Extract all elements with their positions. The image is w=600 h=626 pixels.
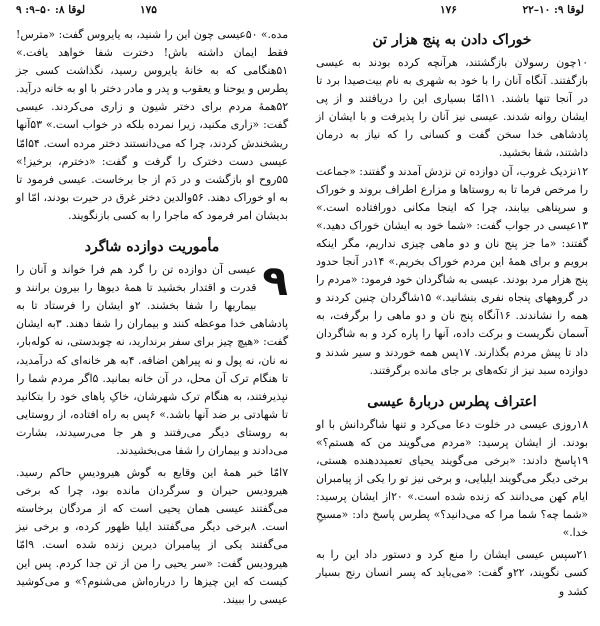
heading-feeding-five-thousand: خوراک دادن به پنج هزار تن	[372, 32, 532, 48]
paragraph-feeding: ۱۲نزدیک غروب، آن دوازده تن نزدش آمدند و گفتند: «جماعت را مرخص فرما تا به روستاها و مزارع اطراف بروند و خوراک و سرپناهی بیابند، چرا که اینجا مکانی دورافتاده است.» ۱۳عیسی در جواب گفت: «شما خود به ایشان خوراک دهید.» گفتند: «ما جز پنج نان و دو ماهی چیزی نداریم، مگر اینکه برویم و برای همهٔ این مردم خوراک بخریم.» ۱۴در آنجا حدود پنج هزار مرد بودند. عیسی به شاگردان خود فرمود: «مردم را در گروههای پنجاه نفری بنشانید.» ۱۵شاگردان چنین کردند و همه را نشاندند. ۱۶آنگاه پنج نان و دو ماهی را برگرفت، به آسمان نگریست و برکت داده، آنها را پاره کرد و به شاگردان داد تا پیش مردم بگذارند. ۱۷پس همه خوردند و سیر شدند و دوازده سبد نیز از تکه‌های بر جای مانده برگرفتند.	[316, 164, 589, 377]
paragraph-prediction: ۲۱سپس عیسی ایشان را منع کرد و دستور داد این را به کسی نگویند، ۲۲و گفت: «می‌باید که پسر انسان رنج بسیار کشد و	[316, 548, 588, 598]
left-page-reference: لوقا ۸: ۵۰–۹: ۹	[16, 4, 86, 16]
heading-peter-confession: اعتراف پطرس دربارهٔ عیسی	[367, 393, 537, 410]
heading-mission-twelve: مأموریت دوازده شاگرد	[84, 239, 220, 256]
paragraph-confession: ۱۸روزی عیسی در خلوت دعا می‌کرد و تنها شاگردانش با او بودند. از ایشان پرسید: «مردم می‌گویند من که هستم؟» ۱۹پاسخ دادند: «برخی می‌گویند یحیای تعمیددهنده هستی، برخی دیگر می‌گویند ایلیایی، و برخی نیز تو را یکی از پیامبران ایام کهن می‌دانند که زنده شده است.» ۲۰از ایشان پرسید: «شما چه؟ شما مرا که می‌دانید؟» پطرس پاسخ داد: «مسیحِ خدا.»	[316, 417, 588, 540]
right-column	[316, 26, 588, 601]
paragraph-herod: ۷امّا خبر همهٔ این وقایع به گوش هیرودیسِ حاکم رسید. هیرودیس حیران و سرگردان مانده بود، چرا که برخی می‌گفتند عیسی همان یحیی است که از مردگان برخاسته است. ۸برخی دیگر می‌گفتند ایلیا ظهور کرده، و برخی نیز می‌گفتند یکی از پیامبران دیرین زنده شده است. ۹امّا هیرودیس گفت: «سر یحیی را من از تن جدا کردم. پس این کیست که این چیزها را درباره‌اش می‌شنوم؟» و می‌کوشید عیسی را ببیند.	[16, 466, 288, 606]
left-page-number: ۱۷۵	[140, 4, 157, 16]
chapter-nine-block	[16, 256, 288, 460]
paragraph-jairus-daughter: مده.» ۵۰عیسی چون این را شنید، به یایروس گفت: «مترس! فقط ایمان داشته باش! دخترت شفا خواهد یافت.» ۵۱هنگامی که به خانهٔ یایروس رسید، نگذاشت کسی جز پطرس و یوحنا و یعقوب و پدر و مادر دختر با او به خانه درآید. ۵۲همهٔ مردم برای دختر شیون و زاری می‌کردند. عیسی گفت: «زاری مکنید، زیرا نمرده بلکه در خواب است.» ۵۳آنها ریشخندش کردند، چرا که می‌دانستند دختر مرده است. ۵۴امّا عیسی دست دخترک را گرفت و گفت: «دخترم، برخیز!» ۵۵روح او بازگشت و در دَم از جا برخاست. عیسی فرمود تا به او خوراک دهند. ۵۶والدین دختر غرق در حیرت بودند، امّا او بدیشان امر فرمود که ماجرا را به کسی بازنگویند.	[16, 28, 288, 222]
paragraph-apostles-return: ۱۰چون رسولان بازگشتند، هرآنچه کرده بودند به عیسی بازگفتند. آنگاه آنان را با خود به شهری به نام بیت‌صیدا برد تا در آنجا تنها باشند. ۱۱امّا بسیاری این را دریافتند و از پی ایشان روانه شدند. عیسی نیز آنان را پذیرفت و با ایشان از پادشاهی خدا سخن گفت و کسانی را که نیاز به درمان داشتند، شفا بخشید.	[316, 56, 588, 160]
right-page-reference: لوقا ۹: ۱۰–۲۲	[522, 4, 584, 16]
paragraph-sending-twelve: عیسی آن دوازده تن را گرد هم فرا خواند و آنان را قدرت و اقتدار بخشید تا همهٔ دیوها را بیرون برانند و بیماریها را شفا بخشند. ۲و ایشان را فرستاد تا به پادشاهی خدا موعظه کنند و بیماران را شفا دهند. ۳به ایشان گفت: «هیچ چیز برای سفر برندارید، نه چوبدستی، نه کوله‌بار، نه نان، نه پول و نه پیراهن اضافه. ۴به هر خانه‌ای که درآمدید، تا هنگام ترک آن محل، در آن خانه بمانید. ۵اگر مردم شما را نپذیرفتند، به هنگام ترک شهرشان، خاکِ پاهای خود را بتکانید تا شهادتی بر ضد آنها باشد.» ۶پس به راه افتاده، از روستایی به روستای دیگر می‌رفتند و هر جا می‌رسیدند، بشارت می‌دادند و بیماران را شفا می‌بخشیدند.	[16, 263, 288, 457]
right-page-number: ۱۷۶	[440, 4, 457, 16]
chapter-number: ۹	[262, 256, 288, 306]
left-column	[16, 26, 288, 609]
